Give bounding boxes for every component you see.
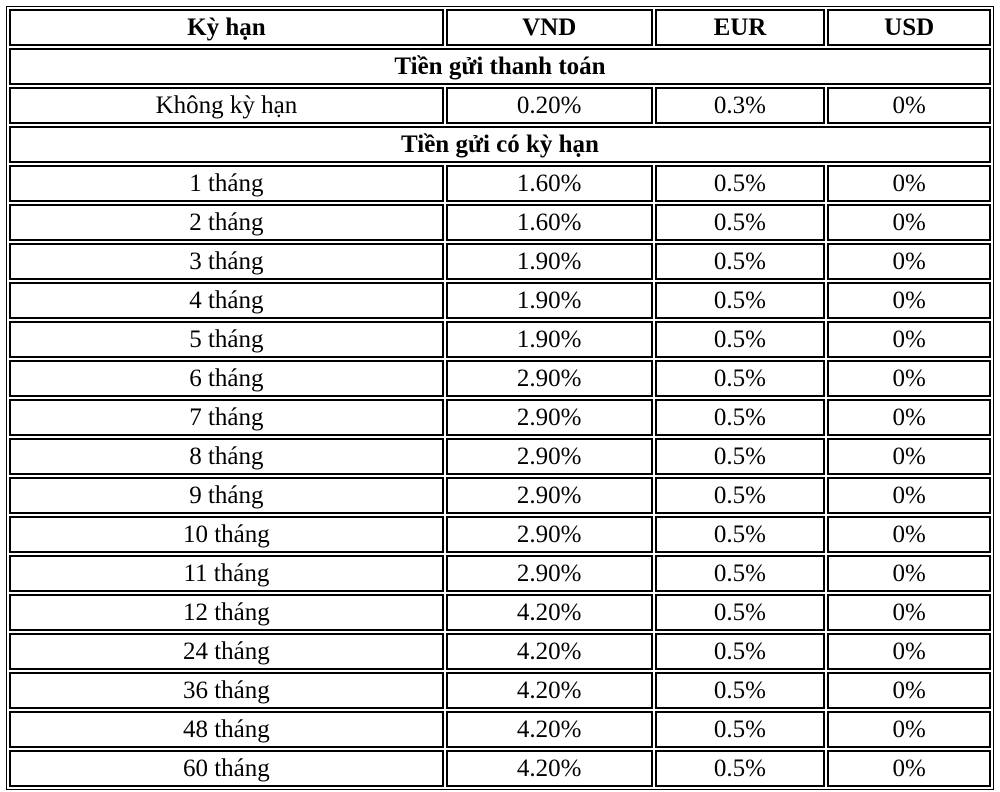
- table-row: [9, 438, 991, 475]
- cell-vnd: 4.20%: [446, 672, 653, 709]
- table-row: [9, 477, 991, 514]
- table-row: [9, 282, 991, 319]
- cell-term: 2 tháng: [9, 204, 444, 241]
- cell-eur: 0.5%: [655, 360, 826, 397]
- cell-term: 3 tháng: [9, 243, 444, 280]
- cell-term: Không kỳ hạn: [9, 87, 444, 124]
- interest-rate-table: [6, 6, 994, 790]
- cell-usd: 0%: [827, 711, 991, 748]
- cell-usd: 0%: [827, 165, 991, 202]
- cell-eur: 0.5%: [655, 594, 826, 631]
- cell-eur: 0.5%: [655, 672, 826, 709]
- cell-vnd: 2.90%: [446, 477, 653, 514]
- cell-vnd: 4.20%: [446, 750, 653, 787]
- table-row: [9, 516, 991, 553]
- table-body: [9, 48, 991, 787]
- table-row: [9, 594, 991, 631]
- table-row: [9, 399, 991, 436]
- cell-vnd: 2.90%: [446, 399, 653, 436]
- cell-vnd: 2.90%: [446, 360, 653, 397]
- cell-eur: 0.5%: [655, 477, 826, 514]
- cell-usd: 0%: [827, 477, 991, 514]
- table-row: [9, 165, 991, 202]
- section-title: Tiền gửi thanh toán: [9, 48, 991, 85]
- cell-eur: 0.5%: [655, 555, 826, 592]
- section-row: [9, 126, 991, 163]
- cell-term: 8 tháng: [9, 438, 444, 475]
- cell-usd: 0%: [827, 321, 991, 358]
- cell-eur: 0.5%: [655, 204, 826, 241]
- cell-term: 1 tháng: [9, 165, 444, 202]
- table-row: [9, 672, 991, 709]
- cell-usd: 0%: [827, 633, 991, 670]
- cell-usd: 0%: [827, 399, 991, 436]
- cell-vnd: 1.90%: [446, 282, 653, 319]
- header-term: Kỳ hạn: [9, 9, 444, 46]
- header-usd: USD: [827, 9, 991, 46]
- cell-term: 7 tháng: [9, 399, 444, 436]
- cell-vnd: 0.20%: [446, 87, 653, 124]
- cell-usd: 0%: [827, 555, 991, 592]
- cell-term: 12 tháng: [9, 594, 444, 631]
- cell-eur: 0.5%: [655, 711, 826, 748]
- cell-term: 4 tháng: [9, 282, 444, 319]
- table-row: [9, 555, 991, 592]
- cell-vnd: 1.60%: [446, 204, 653, 241]
- cell-vnd: 1.90%: [446, 243, 653, 280]
- section-title: Tiền gửi có kỳ hạn: [9, 126, 991, 163]
- cell-term: 6 tháng: [9, 360, 444, 397]
- cell-vnd: 1.60%: [446, 165, 653, 202]
- cell-eur: 0.5%: [655, 438, 826, 475]
- cell-eur: 0.5%: [655, 750, 826, 787]
- cell-eur: 0.5%: [655, 516, 826, 553]
- table-row: [9, 750, 991, 787]
- cell-usd: 0%: [827, 204, 991, 241]
- cell-eur: 0.5%: [655, 321, 826, 358]
- cell-eur: 0.3%: [655, 87, 826, 124]
- table-row: [9, 243, 991, 280]
- cell-term: 10 tháng: [9, 516, 444, 553]
- cell-eur: 0.5%: [655, 243, 826, 280]
- cell-eur: 0.5%: [655, 399, 826, 436]
- table-row: [9, 711, 991, 748]
- header-eur: EUR: [655, 9, 826, 46]
- cell-usd: 0%: [827, 672, 991, 709]
- cell-eur: 0.5%: [655, 165, 826, 202]
- table-row: [9, 321, 991, 358]
- table-row: [9, 204, 991, 241]
- cell-vnd: 2.90%: [446, 555, 653, 592]
- cell-term: 60 tháng: [9, 750, 444, 787]
- cell-vnd: 2.90%: [446, 438, 653, 475]
- cell-eur: 0.5%: [655, 633, 826, 670]
- cell-term: 9 tháng: [9, 477, 444, 514]
- cell-vnd: 4.20%: [446, 711, 653, 748]
- cell-term: 5 tháng: [9, 321, 444, 358]
- cell-usd: 0%: [827, 516, 991, 553]
- cell-usd: 0%: [827, 87, 991, 124]
- cell-vnd: 4.20%: [446, 594, 653, 631]
- header-row: [9, 9, 991, 46]
- cell-vnd: 4.20%: [446, 633, 653, 670]
- cell-term: 36 tháng: [9, 672, 444, 709]
- cell-usd: 0%: [827, 750, 991, 787]
- cell-usd: 0%: [827, 438, 991, 475]
- cell-usd: 0%: [827, 360, 991, 397]
- cell-term: 11 tháng: [9, 555, 444, 592]
- cell-eur: 0.5%: [655, 282, 826, 319]
- cell-vnd: 1.90%: [446, 321, 653, 358]
- cell-vnd: 2.90%: [446, 516, 653, 553]
- table-row: [9, 633, 991, 670]
- cell-term: 24 tháng: [9, 633, 444, 670]
- cell-term: 48 tháng: [9, 711, 444, 748]
- header-vnd: VND: [446, 9, 653, 46]
- cell-usd: 0%: [827, 282, 991, 319]
- table-row: [9, 87, 991, 124]
- cell-usd: 0%: [827, 243, 991, 280]
- table-row: [9, 360, 991, 397]
- section-row: [9, 48, 991, 85]
- cell-usd: 0%: [827, 594, 991, 631]
